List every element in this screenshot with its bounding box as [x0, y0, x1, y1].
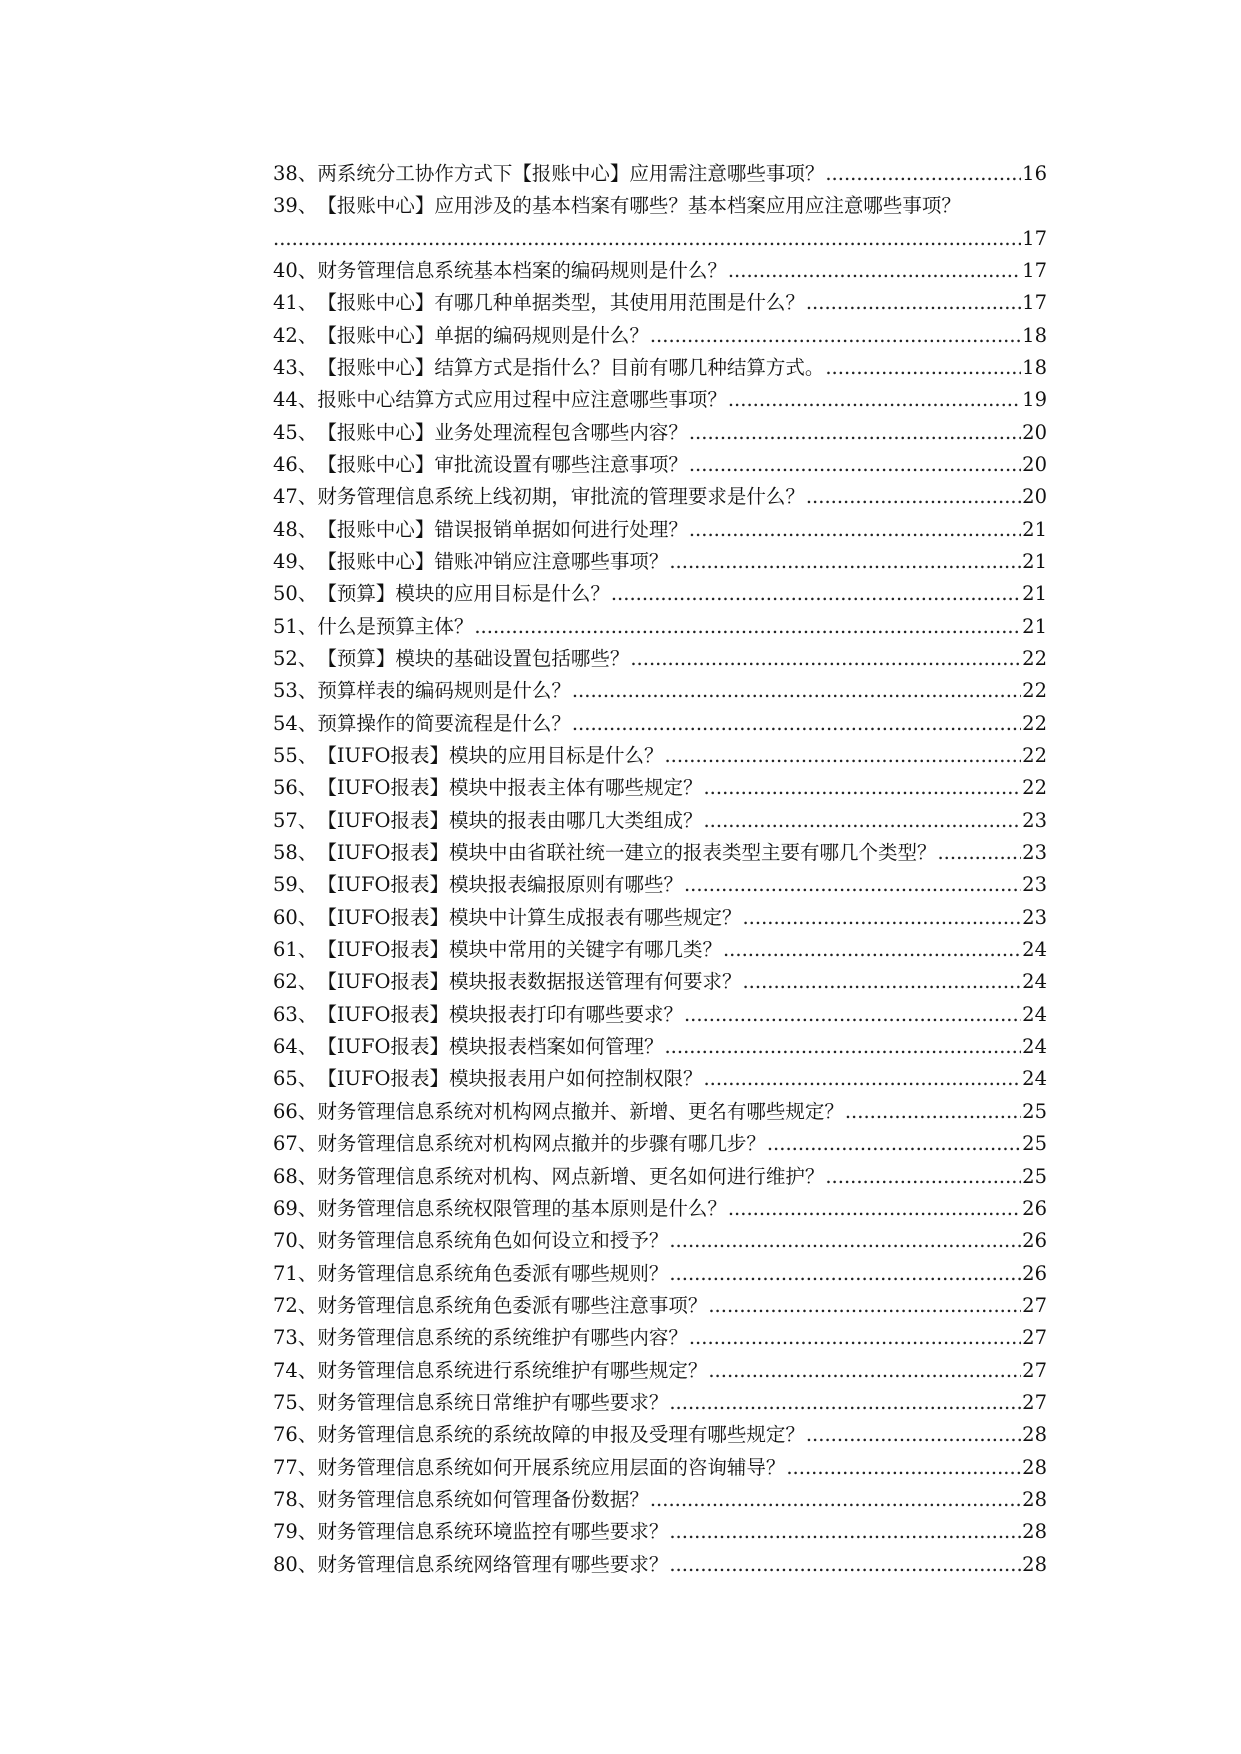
toc-entry-page: 26: [1022, 1261, 1047, 1285]
toc-entry-page: 23: [1022, 905, 1047, 929]
toc-entry-title: 【IUFO报表】模块报表打印有哪些要求？: [317, 1002, 683, 1026]
toc-entry-page: 21: [1022, 549, 1047, 573]
toc-entry-page: 28: [1022, 1552, 1047, 1576]
toc-entry-title: 两系统分工协作方式下【报账中心】应用需注意哪些事项？: [317, 161, 825, 185]
toc-entry-number: 54、: [273, 711, 318, 735]
toc-entry-number: 40、: [273, 258, 318, 282]
toc-entry-page: 24: [1022, 970, 1047, 994]
toc-entry-title: 财务管理信息系统角色委派有哪些规则？: [317, 1261, 669, 1285]
toc-entry[interactable]: [273, 798, 1047, 830]
toc-leader-dots: [572, 714, 1021, 734]
toc-entry-page: 17: [1022, 258, 1047, 282]
toc-entry[interactable]: [273, 1121, 1047, 1156]
toc-entry-title: 【报账中心】有哪几种单据类型，其使用用范围是什么？: [317, 291, 805, 315]
toc-entry-title: 财务管理信息系统进行系统维护有哪些规定？: [317, 1358, 708, 1382]
toc-entry-page: 22: [1022, 679, 1047, 703]
table-of-contents: [273, 151, 1047, 1574]
toc-leader-dots: [689, 520, 1021, 540]
toc-leader-dots: [728, 390, 1021, 410]
toc-leader-dots: [806, 487, 1021, 507]
toc-entry-page: 23: [1022, 841, 1047, 865]
toc-entry-number: 64、: [273, 1035, 318, 1059]
toc-entry[interactable]: [273, 1380, 1047, 1412]
toc-entry-number: 63、: [273, 1002, 318, 1026]
toc-entry-title: 财务管理信息系统的系统维护有哪些内容？: [317, 1326, 688, 1350]
toc-entry-title: 什么是预算主体？: [317, 614, 474, 638]
toc-entry-page: 19: [1022, 388, 1047, 412]
toc-entry[interactable]: [273, 830, 1047, 865]
toc-entry-page: 21: [1022, 614, 1047, 638]
toc-entry-title: 【报账中心】单据的编码规则是什么？: [317, 323, 649, 347]
toc-leader-dots: [786, 1458, 1021, 1478]
toc-leader-dots: [825, 164, 1021, 184]
toc-entry-number: 69、: [273, 1196, 318, 1220]
toc-entry-number: 57、: [273, 808, 318, 832]
toc-entry-title: 财务管理信息系统角色委派有哪些注意事项？: [317, 1293, 708, 1317]
toc-entry-number: 67、: [273, 1132, 318, 1156]
toc-entry[interactable]: [273, 1445, 1047, 1477]
toc-entry-title: 【IUFO报表】模块的应用目标是什么？: [317, 744, 664, 768]
toc-entry-page: 17: [1022, 226, 1047, 250]
toc-entry-page: 28: [1022, 1487, 1047, 1511]
toc-entry-title: 财务管理信息系统日常维护有哪些要求？: [317, 1390, 669, 1414]
toc-entry-page: 22: [1022, 744, 1047, 768]
toc-entry-title: 【报账中心】应用涉及的基本档案有哪些？基本档案应用应注意哪些事项？: [317, 194, 961, 218]
toc-entry-page: 18: [1022, 355, 1047, 379]
toc-entry-number: 71、: [273, 1261, 318, 1285]
toc-leader-dots: [664, 1037, 1021, 1057]
toc-entry-title: 财务管理信息系统权限管理的基本原则是什么？: [317, 1196, 727, 1220]
toc-leader-dots: [723, 940, 1021, 960]
toc-entry-title: 预算操作的简要流程是什么？: [317, 711, 571, 735]
toc-leader-dots: [767, 1134, 1021, 1154]
toc-entry-page: 24: [1022, 1035, 1047, 1059]
toc-entry[interactable]: [273, 183, 1047, 218]
toc-entry-title: 【预算】模块的基础设置包括哪些？: [317, 647, 630, 670]
toc-entry[interactable]: [273, 1218, 1047, 1253]
toc-entry[interactable]: [273, 1057, 1047, 1089]
toc-entry[interactable]: [273, 151, 1047, 183]
toc-entry[interactable]: [273, 669, 1047, 701]
toc-leader-dots: [684, 1005, 1021, 1025]
toc-entry-number: 70、: [273, 1229, 318, 1253]
toc-entry-title: 【报账中心】错误报销单据如何进行处理？: [317, 517, 688, 541]
toc-entry[interactable]: [273, 1315, 1047, 1350]
toc-entry[interactable]: [273, 1186, 1047, 1218]
toc-entry[interactable]: [273, 377, 1047, 412]
toc-entry[interactable]: [273, 636, 1047, 668]
toc-entry-title: 财务管理信息系统如何管理备份数据？: [317, 1487, 649, 1511]
toc-entry[interactable]: [273, 507, 1047, 539]
toc-leader-dots: [728, 1199, 1021, 1219]
toc-entry-page: 27: [1022, 1293, 1047, 1317]
toc-entry-number: 62、: [273, 970, 318, 994]
toc-entry-number: 73、: [273, 1326, 318, 1350]
toc-entry-number: 72、: [273, 1293, 318, 1317]
toc-entry[interactable]: [273, 1477, 1047, 1509]
toc-entry-title: 【IUFO报表】模块报表用户如何控制权限？: [317, 1067, 703, 1091]
toc-leader-dots: [669, 552, 1021, 572]
toc-leader-dots: [708, 1361, 1021, 1381]
toc-entry-page: 26: [1022, 1229, 1047, 1253]
toc-entry-title: 【IUFO报表】模块中计算生成报表有哪些规定？: [317, 905, 742, 929]
toc-leader-dots: [650, 1490, 1021, 1510]
toc-entry-page: 20: [1022, 420, 1047, 444]
toc-leader-dots: [572, 681, 1021, 701]
toc-entry-number: 46、: [273, 452, 318, 476]
toc-leader-dots: [689, 455, 1021, 475]
toc-entry-number: 51、: [273, 614, 318, 638]
toc-entry[interactable]: [273, 474, 1047, 509]
toc-entry-title: 财务管理信息系统对机构、网点新增、更名如何进行维护？: [317, 1164, 825, 1188]
toc-entry-title: 【IUFO报表】模块报表档案如何管理？: [317, 1035, 664, 1059]
toc-entry-page: 22: [1022, 776, 1047, 800]
toc-leader-dots: [273, 229, 1021, 249]
toc-entry[interactable]: [273, 1542, 1047, 1574]
toc-leader-dots: [669, 1393, 1021, 1413]
toc-entry[interactable]: [273, 1283, 1047, 1315]
toc-entry-title: 【报账中心】业务处理流程包含哪些内容？: [317, 420, 688, 444]
toc-entry-page: 24: [1022, 1002, 1047, 1026]
toc-leader-dots: [689, 1328, 1021, 1348]
toc-entry-title: 财务管理信息系统环境监控有哪些要求？: [317, 1520, 669, 1544]
toc-entry[interactable]: [273, 442, 1047, 474]
toc-leader-dots: [825, 358, 1021, 378]
toc-entry-title: 财务管理信息系统上线初期，审批流的管理要求是什么？: [317, 485, 805, 509]
toc-entry-number: 61、: [273, 938, 318, 962]
toc-leader-dots: [684, 875, 1021, 895]
toc-entry-number: 59、: [273, 873, 318, 897]
toc-entry[interactable]: [273, 1089, 1047, 1121]
toc-entry-page: 27: [1022, 1326, 1047, 1350]
toc-entry[interactable]: [273, 895, 1047, 927]
toc-entry-page: 21: [1022, 582, 1047, 606]
toc-entry-title: 【IUFO报表】模块报表编报原则有哪些？: [317, 873, 683, 897]
toc-leader-dots: [825, 1167, 1021, 1187]
toc-entry[interactable]: [273, 604, 1047, 636]
toc-entry-number: 68、: [273, 1164, 318, 1188]
toc-entry-number: 55、: [273, 744, 318, 768]
toc-entry[interactable]: [273, 410, 1047, 442]
toc-entry-page: 24: [1022, 1067, 1047, 1091]
toc-entry[interactable]: [273, 701, 1047, 733]
toc-entry-title: 【报账中心】错账冲销应注意哪些事项？: [317, 549, 669, 573]
toc-entry-number: 77、: [273, 1455, 318, 1479]
toc-entry-number: 41、: [273, 291, 318, 315]
toc-entry[interactable]: [273, 863, 1047, 895]
toc-entry[interactable]: [273, 960, 1047, 992]
toc-entry-number: 78、: [273, 1487, 318, 1511]
toc-entry-number: 44、: [273, 388, 318, 412]
toc-entry-title: 预算样表的编码规则是什么？: [317, 679, 571, 703]
toc-leader-dots: [611, 584, 1021, 604]
toc-entry[interactable]: [273, 992, 1047, 1024]
toc-entry-page: 16: [1022, 161, 1047, 185]
toc-entry-page: 28: [1022, 1423, 1047, 1447]
toc-entry-page: 23: [1022, 873, 1047, 897]
toc-entry-page: 22: [1022, 711, 1047, 735]
toc-leader-dots: [806, 1425, 1021, 1445]
toc-entry-title: 报账中心结算方式应用过程中应注意哪些事项？: [317, 388, 727, 412]
toc-leader-dots: [742, 972, 1021, 992]
toc-entry[interactable]: [273, 1348, 1047, 1380]
toc-leader-dots: [630, 649, 1021, 669]
toc-entry-page: 21: [1022, 517, 1047, 541]
toc-leader-dots: [845, 1102, 1021, 1122]
toc-entry-title: 财务管理信息系统基本档案的编码规则是什么？: [317, 258, 727, 282]
toc-entry-title: 【IUFO报表】模块中报表主体有哪些规定？: [317, 776, 703, 800]
toc-entry-number: 52、: [273, 647, 318, 670]
toc-entry-page: 17: [1022, 291, 1047, 315]
toc-entry-page: 23: [1022, 808, 1047, 832]
toc-leader-dots: [708, 1296, 1021, 1316]
toc-entry-title: 【IUFO报表】模块的报表由哪几大类组成？: [317, 808, 703, 832]
toc-entry-number: 58、: [273, 841, 318, 865]
toc-entry[interactable]: [273, 280, 1047, 315]
toc-entry-page: 27: [1022, 1390, 1047, 1414]
toc-entry-title: 【报账中心】结算方式是指什么？目前有哪几种结算方式。: [317, 355, 825, 379]
toc-entry-number: 47、: [273, 485, 318, 509]
toc-leader-dots: [728, 261, 1021, 281]
toc-leader-dots: [703, 1069, 1021, 1089]
toc-entry[interactable]: [273, 1251, 1047, 1283]
toc-entry-page: 18: [1022, 323, 1047, 347]
toc-entry[interactable]: [273, 539, 1047, 571]
toc-leader-dots: [703, 811, 1021, 831]
toc-entry-number: 53、: [273, 679, 318, 703]
toc-entry-page: 25: [1022, 1132, 1047, 1156]
toc-entry-page: 25: [1022, 1164, 1047, 1188]
toc-entry-page: 20: [1022, 485, 1047, 509]
toc-entry[interactable]: [273, 248, 1047, 280]
toc-entry[interactable]: [273, 1509, 1047, 1544]
toc-entry-number: 49、: [273, 549, 318, 573]
toc-leader-dots: [742, 908, 1021, 928]
toc-entry-page: 27: [1022, 1358, 1047, 1382]
toc-entry[interactable]: [273, 313, 1047, 345]
toc-leader-dots: [474, 617, 1021, 637]
toc-entry-number: 48、: [273, 517, 318, 541]
toc-entry-page: 22: [1022, 647, 1047, 670]
toc-entry-number: 43、: [273, 355, 318, 379]
toc-leader-dots: [669, 1231, 1021, 1251]
toc-entry-number: 76、: [273, 1423, 318, 1447]
toc-entry[interactable]: [273, 1024, 1047, 1059]
toc-entry-title: 财务管理信息系统角色如何设立和授予？: [317, 1229, 669, 1253]
toc-entry[interactable]: [273, 733, 1047, 768]
toc-entry-title: 财务管理信息系统如何开展系统应用层面的咨询辅导？: [317, 1455, 786, 1479]
toc-entry[interactable]: [273, 345, 1047, 377]
toc-entry-number: 66、: [273, 1099, 318, 1123]
toc-entry[interactable]: [273, 571, 1047, 606]
toc-entry-continuation[interactable]: [273, 216, 1047, 248]
toc-entry-number: 38、: [273, 161, 318, 185]
toc-leader-dots: [664, 746, 1021, 766]
toc-entry[interactable]: [273, 766, 1047, 798]
toc-entry-number: 39、: [273, 194, 318, 218]
toc-entry-number: 45、: [273, 420, 318, 444]
toc-entry-title: 【预算】模块的应用目标是什么？: [317, 582, 610, 606]
toc-entry-number: 74、: [273, 1358, 318, 1382]
toc-entry-page: 28: [1022, 1455, 1047, 1479]
toc-entry-number: 75、: [273, 1390, 318, 1414]
toc-entry[interactable]: [273, 927, 1047, 962]
toc-entry-title: 【报账中心】审批流设置有哪些注意事项？: [317, 452, 688, 476]
toc-entry-page: 24: [1022, 938, 1047, 962]
toc-entry[interactable]: [273, 1412, 1047, 1447]
toc-leader-dots: [669, 1555, 1021, 1575]
toc-entry-page: 20: [1022, 452, 1047, 476]
toc-entry-title: 财务管理信息系统对机构网点撤并的步骤有哪几步？: [317, 1132, 766, 1156]
toc-leader-dots: [669, 1264, 1021, 1284]
toc-entry-number: 60、: [273, 905, 318, 929]
toc-leader-dots: [669, 1522, 1021, 1542]
toc-entry-number: 79、: [273, 1520, 318, 1544]
toc-entry-title: 财务管理信息系统网络管理有哪些要求？: [317, 1552, 669, 1576]
toc-entry-title: 【IUFO报表】模块中常用的关键字有哪几类？: [317, 938, 722, 962]
toc-leader-dots: [806, 293, 1021, 313]
toc-entry-page: 25: [1022, 1099, 1047, 1123]
toc-entry-number: 42、: [273, 323, 318, 347]
toc-entry-title: 财务管理信息系统对机构网点撤并、新增、更名有哪些规定？: [317, 1099, 844, 1123]
toc-entry-title: 【IUFO报表】模块报表数据报送管理有何要求？: [317, 970, 742, 994]
toc-entry-number: 65、: [273, 1067, 318, 1091]
toc-leader-dots: [937, 843, 1021, 863]
toc-entry-page: 28: [1022, 1520, 1047, 1544]
toc-entry-title: 【IUFO报表】模块中由省联社统一建立的报表类型主要有哪几个类型？: [317, 841, 937, 865]
toc-entry-number: 80、: [273, 1552, 318, 1576]
toc-leader-dots: [689, 423, 1021, 443]
toc-leader-dots: [703, 778, 1021, 798]
toc-entry[interactable]: [273, 1154, 1047, 1186]
toc-entry-page: 26: [1022, 1196, 1047, 1220]
toc-entry-number: 50、: [273, 582, 318, 606]
toc-leader-dots: [650, 326, 1021, 346]
toc-entry-number: 56、: [273, 776, 318, 800]
toc-entry-title: 财务管理信息系统的系统故障的申报及受理有哪些规定？: [317, 1423, 805, 1447]
